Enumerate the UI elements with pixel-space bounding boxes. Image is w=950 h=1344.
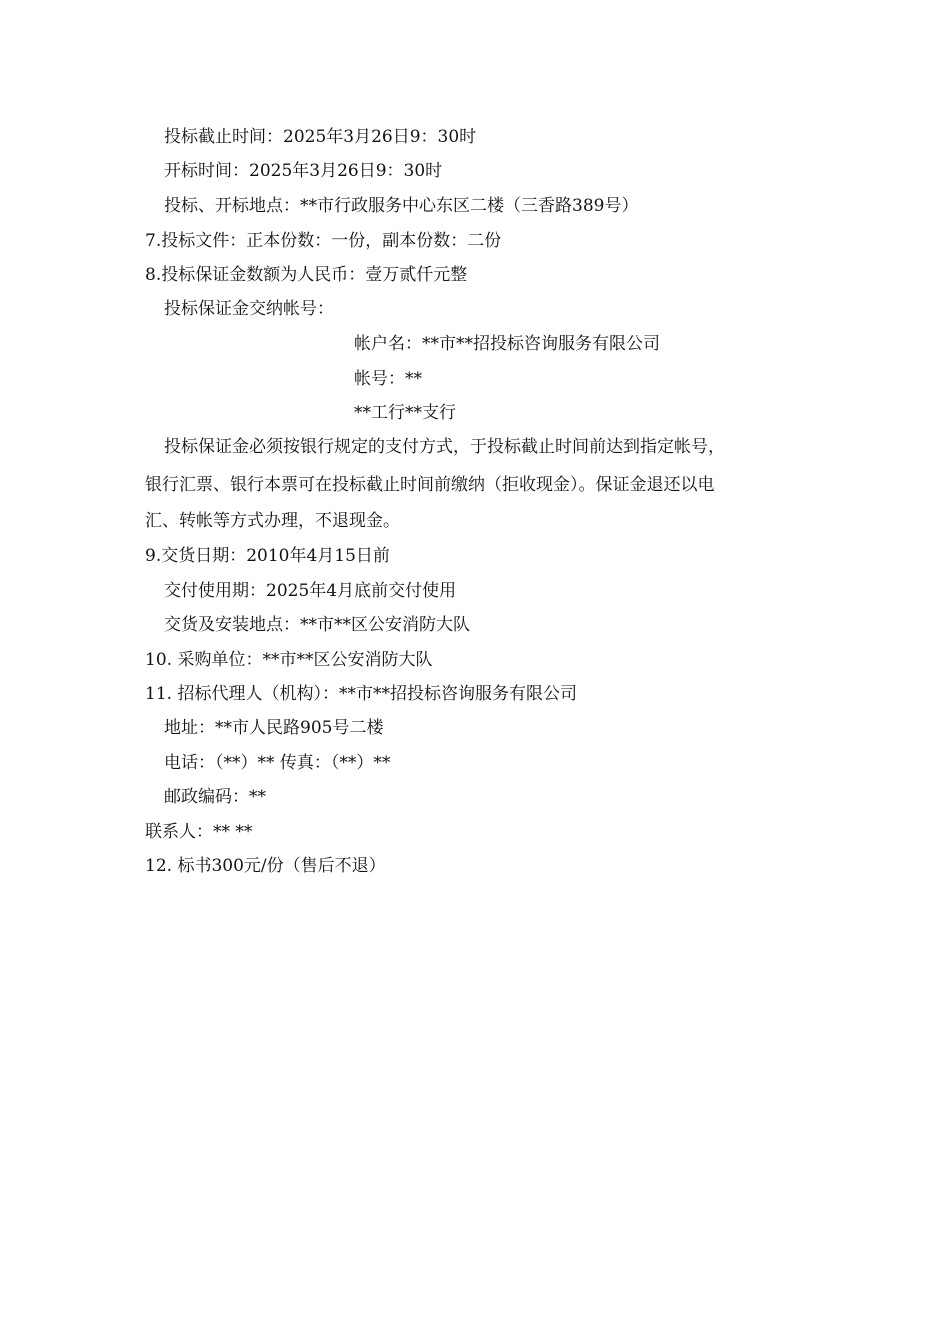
bid-documents-item: 7.投标文件：正本份数：一份，副本份数：二份 [145, 231, 502, 251]
agent-postcode-line: 邮政编码：** [164, 787, 266, 807]
bank-branch-line: **工行**支行 [354, 403, 456, 423]
deposit-rules-line-3: 汇、转帐等方式办理，不退现金。 [145, 511, 400, 531]
account-name-line: 帐户名：**市**招投标咨询服务有限公司 [354, 334, 660, 354]
bid-location-line: 投标、开标地点：**市行政服务中心东区二楼（三香路389号） [164, 196, 639, 216]
bid-deposit-amount-item: 8.投标保证金数额为人民币：壹万贰仟元整 [145, 265, 468, 285]
contact-person-line: 联系人：** ** [145, 822, 253, 842]
deposit-rules-line-1: 投标保证金必须按银行规定的支付方式，于投标截止时间前达到指定帐号， [164, 437, 725, 457]
delivery-location-line: 交货及安装地点：**市**区公安消防大队 [164, 615, 470, 635]
deposit-rules-line-2: 银行汇票、银行本票可在投标截止时间前缴纳（拒收现金）。保证金退还以电 [145, 475, 715, 495]
agent-address-line: 地址：**市人民路905号二楼 [164, 718, 384, 738]
agent-phone-fax-line: 电话：（**）** 传真：（**）** [164, 753, 391, 773]
bid-deadline-line: 投标截止时间：2025年3月26日9：30时 [164, 127, 477, 147]
deposit-account-heading: 投标保证金交纳帐号： [164, 299, 334, 319]
agent-item: 11. 招标代理人（机构）：**市**招投标咨询服务有限公司 [145, 684, 577, 704]
purchaser-item: 10. 采购单位：**市**区公安消防大队 [145, 650, 433, 670]
tender-fee-item: 12. 标书300元/份（售后不退） [145, 856, 386, 876]
bid-opening-time-line: 开标时间：2025年3月26日9：30时 [164, 161, 443, 181]
account-number-line: 帐号：** [354, 369, 422, 389]
delivery-date-item: 9.交货日期：2010年4月15日前 [145, 546, 390, 566]
delivery-use-period-line: 交付使用期：2025年4月底前交付使用 [164, 581, 457, 601]
